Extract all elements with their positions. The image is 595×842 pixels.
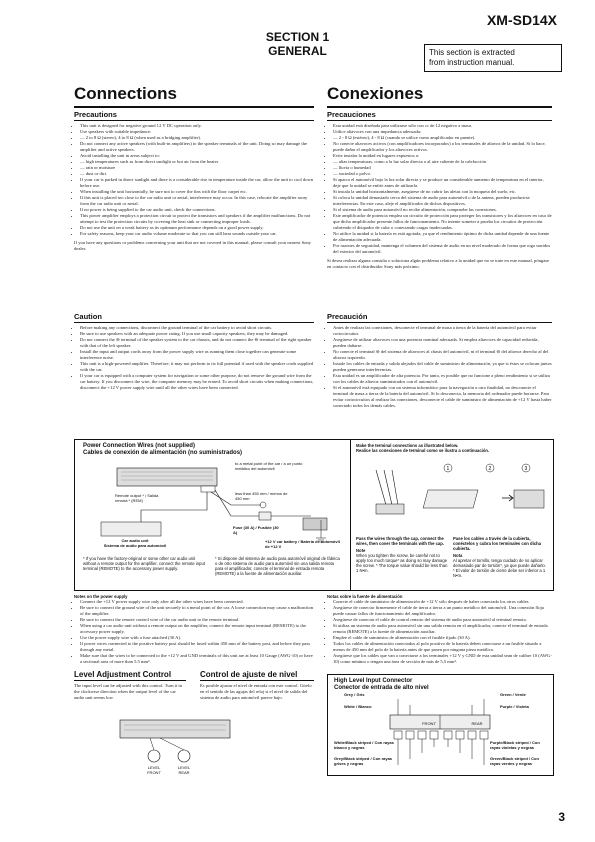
list-item: • Do not connect the ⊖ terminal of the speaker system to the car chassis, and do not connect the ⊖ terminal of the right speaker with that of the left speaker. bbox=[80, 337, 314, 349]
terminal-cover-icon bbox=[423, 490, 478, 508]
notes-en bbox=[74, 594, 314, 665]
covered-terminal-icon bbox=[514, 490, 544, 508]
high-level-input-panel bbox=[327, 674, 554, 776]
list-item: • — dust or dirt. bbox=[80, 171, 314, 177]
hli-title-en: High Level Input Connector bbox=[334, 678, 413, 684]
list-item: • Por razones de seguridad, mantenga el volumen del sistema de audio en un nivel moderado de forma que oiga sonidos del exterior del automóvil. bbox=[333, 243, 552, 255]
leader-line bbox=[160, 738, 184, 750]
label-car-audio-unit bbox=[95, 539, 175, 548]
list-item: • Esta unidad está diseñada para utilizarse sólo con cc de 12 negativo a masa. bbox=[333, 123, 552, 129]
list-item: • When installing the unit horizontally, be sure not to cover the fins with the floor carpet etc. bbox=[80, 189, 314, 195]
terminal-title-block bbox=[356, 443, 546, 453]
list-item: • Utilice altavoces con una impedancia adecuada: bbox=[333, 129, 552, 135]
connector-pin bbox=[430, 731, 438, 739]
note-label-en: Note bbox=[356, 548, 366, 553]
car-audio-unit-en: Car audio unit bbox=[121, 538, 149, 543]
list-item: • Asegúrese de utilizar altavoces con una potencia nominal adecuada. Si emplea altavoces de capacidad reducida, pueden dañarse. bbox=[333, 337, 552, 349]
rear-wires bbox=[448, 739, 484, 765]
amplifier-top-view bbox=[120, 720, 230, 738]
level-front-knob-icon[interactable] bbox=[148, 750, 160, 762]
list-item: • Be sure to connect the ground wire of the unit securely to a metal point of the car. A loose connection may cause a malfunction of the amplifier. bbox=[80, 605, 314, 617]
list-item: • — altas temperaturas, como a la luz solar directa o al aire caliente de la calefacción bbox=[333, 159, 552, 165]
note-text-es: Al apretar el tornillo, tenga cuidado de no aplicar demasiado par de torsión*, ya que puede dañarlo. * El valor de torsión de cierre debe ser inferior a 1 N•m. bbox=[453, 558, 546, 578]
list-item: • Asegúrese de conectar firmemente el cable de tierra a tierra a un punto metálico del automóvil. Una conexión floja puede causar fallos de funcionamiento del amplificador. bbox=[333, 605, 552, 617]
power-connection-panel bbox=[74, 439, 554, 591]
leader-line bbox=[150, 738, 154, 750]
connector-pins bbox=[394, 731, 488, 739]
level-heading-en: Level Adjustment Control bbox=[74, 670, 172, 679]
list-item: • Evite instalar la unidad en lugares expuestos a: bbox=[333, 153, 552, 159]
caution-list-es bbox=[327, 325, 552, 409]
list-item: • This unit is a high-powered amplifier. Therefore, it may not perform to its full potential if used with the speaker cords supplied with the car. bbox=[80, 361, 314, 373]
label-battery: +12 V car battery / Batería de automóvil de +12 V bbox=[265, 539, 340, 549]
list-item: • Si el automóvil está equipado con un sistema informático para la navegación u otra finalidad, no desconecte el terminal de masa a tierra de la batería del automóvil. Si lo desconecta, la memoria del ordenador puede borrarse. Para evitar cortocircuitos al realizar las conexiones, desconecte el cable de suministro de alimentación de +12 V hasta haber conectado todos los demás cables. bbox=[333, 385, 552, 409]
note-label-es: Nota bbox=[453, 553, 463, 558]
note-text-en: When you tighten the screw, be careful not to apply too much torque* as doing so may damage the screw. * The torque value should be less than 1 N•m. bbox=[356, 553, 448, 573]
label-remote-output: Remote output * / Salida remota * (REM) bbox=[115, 493, 159, 503]
precautions-es bbox=[327, 110, 552, 271]
model-number: XM-SD14X bbox=[486, 12, 557, 28]
hli-green-black: Green/Black striped / Con rayas verdes y negras bbox=[490, 756, 539, 766]
step-block-en bbox=[356, 536, 448, 573]
wire-bundle-icon bbox=[376, 470, 398, 505]
list-item: • If power wires connected to the positive battery post should be fused within 450 mm of the battery post, and before they pass through any metal. bbox=[80, 641, 314, 653]
connections-title: Connections bbox=[74, 84, 177, 103]
hli-purple-black: Purple/Black striped / Con rayas violetas y negras bbox=[490, 740, 540, 750]
connector-pin bbox=[480, 731, 488, 739]
list-item: • Be sure to use speakers with an adequate power rating. If you use small capacity speakers, they may be damaged. bbox=[80, 331, 314, 337]
list-item: • — suciedad o polvo. bbox=[333, 171, 552, 177]
terminal-block bbox=[201, 486, 215, 492]
hli-white-black: White/Black striped / Con rayas blanco y negras bbox=[334, 740, 394, 750]
caution-heading-es: Precaución bbox=[327, 312, 368, 321]
precautions-body-en bbox=[74, 123, 314, 252]
level-front-label: LEVEL FRONT bbox=[147, 765, 161, 775]
caution-list-en bbox=[74, 325, 314, 391]
rule bbox=[74, 680, 186, 681]
list-item: • Use speakers with suitable impedance: bbox=[80, 129, 314, 135]
notes-list-en bbox=[74, 599, 314, 665]
list-item: • Do not use the unit on a weak battery as its optimum performance depends on a good power supply. bbox=[80, 225, 314, 231]
level-es bbox=[200, 670, 314, 701]
hli-front-label: FRONT bbox=[422, 721, 436, 726]
terminal-title-es: Realice las conexiones de terminal como se ilustra a continuación. bbox=[356, 448, 490, 453]
precautions-heading-es: Precauciones bbox=[327, 110, 376, 119]
caution-body-es bbox=[327, 325, 552, 409]
rule bbox=[200, 680, 314, 681]
hli-grey: Grey / Gris bbox=[344, 692, 365, 697]
precautions-list-es bbox=[327, 123, 552, 255]
label-fuse: Fuse (30 A) / Fusible (30 A) bbox=[233, 525, 279, 535]
top-wires bbox=[398, 699, 484, 715]
list-item: • Si el sistema de audio para automóvil no recibe alimentación, compruebe las conexiones. bbox=[333, 207, 552, 213]
list-item: • For safety reasons, keep your car audio volume moderate so that you can still hear sounds outside your car. bbox=[80, 231, 314, 237]
step-block-es bbox=[453, 536, 547, 578]
hli-grey-black: Grey/Black striped / Con rayas grises y negras bbox=[334, 756, 393, 766]
step-number-3: 3 bbox=[524, 466, 528, 472]
list-item: • Todos los cables de alimentación conectados al polo positivo de la batería deben conectarse a un fusible situado a menos de 450 mm del polo de la batería antes de que pasen por ninguna pieza metálica. bbox=[333, 641, 552, 653]
list-item: • Install the input and output cords away from the power supply wire as running them close together can generate some interference noise. bbox=[80, 349, 314, 361]
terminal-title-en: Make the terminal connections as illustrated below. bbox=[356, 443, 459, 448]
notes-body-en bbox=[74, 599, 314, 665]
precautions-footer-es: Si desea realizar alguna consulta o soluciona algún problema relativo a la unidad que no se trate en este manual, póngase en contacto con el distribuidor Sony más próximo. bbox=[327, 258, 550, 269]
power-title-block bbox=[83, 443, 343, 457]
label-metal-point: to a metal point of the car / a un punto metálico del automóvil bbox=[235, 461, 303, 471]
connector-pin bbox=[444, 731, 452, 739]
list-item: • This unit is designed for negative ground 12 V DC operation only. bbox=[80, 123, 314, 129]
caution-en bbox=[74, 312, 314, 391]
list-item: • No utilice la unidad si la batería es está agotada, ya que el rendimiento óptimo de dicha unidad depende de una fuente de alimentación adecuada. bbox=[333, 231, 552, 243]
precautions-body-es bbox=[327, 123, 552, 270]
notes-body-es bbox=[327, 599, 552, 665]
hli-purple: Purple / Violeta bbox=[500, 704, 529, 709]
list-item: • If this unit is placed too close to the car radio unit or aerial, interference may occur. In this case, relocate the amplifier away from the car radio unit or aerial. bbox=[80, 195, 314, 207]
list-item: • Connect the +12 V power supply wire only after all the other wires have been connected. bbox=[80, 599, 314, 605]
hli-connector-diagram bbox=[386, 695, 496, 771]
hli-title-es: Conector de entrada de alto nivel bbox=[334, 685, 429, 691]
connector-pin bbox=[418, 731, 426, 739]
list-item: • — 2 to 8 Ω (stereo), 4 to 8 Ω (when used as a bridging amplifier). bbox=[80, 135, 314, 141]
list-item: • Be sure to connect the remote control wire of the car audio unit to the remote terminal. bbox=[80, 617, 314, 623]
list-item: • — 2 - 8 Ω (estéreo), 4 - 8 Ω (cuando se utilice como amplificador en puente). bbox=[333, 135, 552, 141]
precautions-list-en bbox=[74, 123, 314, 237]
hli-rear-label: REAR bbox=[471, 721, 483, 726]
step-text-es: Pase los cables a través de la cubierta, conéctelos y cubra los terminales con dicha cubierta. bbox=[453, 536, 541, 551]
list-item: • When using a car audio unit without a remote output on the amplifier, connect the remote input terminal (REMOTE) to the accessory power supply. bbox=[80, 623, 314, 635]
title-rule-right bbox=[327, 106, 552, 108]
footnote-es: * Si dispone del sistema de audio para automóvil original de fábrica o de otro sistema de audio para automóvil sin una salida remota para el amplificador, conecte el terminal de entrada remota (REMOTE) a la fuente de alimentación auxiliar. bbox=[215, 556, 340, 576]
connector-pin bbox=[394, 731, 402, 739]
list-item: • Make sure that the wires to be connected to the +12 V and GND terminals of this unit are at least 10 Gauge (AWG-10) or have a sectional area of more than 5.5 mm². bbox=[80, 653, 314, 665]
car-audio-unit-icon bbox=[101, 522, 161, 536]
power-title-es: Cables de conexión de alimentación (no suministrados) bbox=[83, 450, 243, 456]
level-rear-label: LEVEL REAR bbox=[177, 765, 191, 775]
list-item: • Before making any connections, disconnect the ground terminal of the car battery to avoid short circuits. bbox=[80, 325, 314, 331]
title-rule-left bbox=[74, 106, 314, 108]
level-heading-es: Control de ajuste de nivel bbox=[200, 670, 298, 679]
footnote-en: * If you have the factory-original or some other car audio unit without a remote output for the amplifier, connect the remote input terminal (REMOTE) to the accessory power supply. bbox=[83, 556, 205, 571]
notes-heading-es: Notas sobre la fuente de alimentación bbox=[327, 594, 403, 599]
list-item: • No conecte el terminal ⊖ del sistema de altavoces al chasis del automóvil, ni el terminal ⊖ del altavoz derecho al del altavoz izquierdo. bbox=[333, 349, 552, 361]
caution-es bbox=[327, 312, 552, 409]
list-item: • — rain or moisture bbox=[80, 165, 314, 171]
fuse-icon bbox=[259, 512, 271, 520]
list-item: • Si aparca el automóvil bajo la luz solar directa y se produce un considerable aumento de temperatura en el interior, deje que la unidad se enfríe antes de utilizarla. bbox=[333, 177, 552, 189]
list-item: • Este amplificador de potencia emplea un circuito de protección para proteger los transistores y los altavoces en caso de que dicho amplificador presente fallos de funcionamiento. No intente someter a prueba los circuitos de protección cubriendo el disipador de calor o conectando cargas inadecuadas. bbox=[333, 213, 552, 231]
list-item: • No conecte altavoces activos (con amplificadores incorporados) a los terminales de altavoz de la unidad. Si lo hace, puede dañar el amplificador y los altavoces activos. bbox=[333, 141, 552, 153]
list-item: • Si instala la unidad horizontalmente, asegúrese de no cubrir las aletas con la moqueta del suelo, etc. bbox=[333, 189, 552, 195]
precautions-heading-en: Precautions bbox=[74, 110, 117, 119]
notes-heading-en: Notes on the power supply bbox=[74, 594, 128, 599]
list-item: • Asegúrese que los cables que van a conectarse a los terminales +12 V y GND de esta unidad sean de calibre 10 (AWG-10) como mínimo o tengan una área de sección de más de 5,5 mm². bbox=[333, 653, 552, 665]
rule bbox=[74, 120, 314, 121]
cap-icon bbox=[376, 504, 404, 514]
step-number-2: 2 bbox=[488, 466, 492, 472]
hli-title-block bbox=[334, 678, 429, 692]
level-rear-knob-icon[interactable] bbox=[178, 750, 190, 762]
precautions-footer-en: If you have any questions or problems concerning your unit that are not covered in this manual, please consult your nearest Sony dealer. bbox=[74, 240, 312, 251]
caution-heading-en: Caution bbox=[74, 312, 102, 321]
rule bbox=[327, 322, 552, 323]
connector-pin bbox=[468, 731, 476, 739]
list-item: • Avoid installing the unit in areas subject to: bbox=[80, 153, 314, 159]
car-audio-unit-es: Sistema de audio para automóvil bbox=[103, 542, 167, 548]
extract-notice bbox=[424, 44, 562, 72]
hli-white: White / Blanco bbox=[344, 704, 372, 709]
label-less-than: less than 450 mm / menos de 450 mm bbox=[235, 491, 288, 501]
amplifier-body bbox=[117, 468, 217, 486]
front-wires bbox=[398, 739, 434, 765]
list-item: • Emplee el cable de suministro de alimentación con el fusible fijado (30 A). bbox=[333, 635, 552, 641]
conexiones-title: Conexiones bbox=[327, 84, 424, 103]
rule bbox=[327, 120, 552, 121]
list-item: • Esta unidad es un amplificador de alta potencia. Por tanto, es posible que no funcione a pleno rendimiento si se utiliza con los cables de altavoz suministrados con el automóvil. bbox=[333, 373, 552, 385]
list-item: • This power amplifier employs a protection circuit to protect the transistors and speakers if the amplifier malfunctions. Do not attempt to test the protection circuits by covering the heat sink or connecting improper loads. bbox=[80, 213, 314, 225]
page-number: 3 bbox=[558, 810, 565, 824]
rule bbox=[74, 322, 314, 323]
step-text-en: Pass the wires through the cap, connect the wires, then cover the terminals with the cap. bbox=[356, 536, 444, 546]
level-text-es: Es posible ajustar el nivel de entrada con este control. Gírelo en el sentido de las agujas del reloj si el nivel de salida del sistema de audio para automóvil parece bajo. bbox=[200, 683, 312, 700]
section-title: GENERAL bbox=[268, 44, 327, 58]
caution-body-en bbox=[74, 325, 314, 391]
extract-line-2: from instruction manual. bbox=[429, 58, 515, 67]
notes-es bbox=[327, 594, 552, 665]
power-wiring-diagram bbox=[81, 460, 347, 550]
list-item: • Antes de realizar las conexiones, desconecte el terminal de masa a tierra de la batería del automóvil para evitar cortocircuitos. bbox=[333, 325, 552, 337]
section-number: SECTION 1 bbox=[265, 30, 330, 44]
list-item: • If your car is parked in direct sunlight and there is a considerable rise in temperature inside the car, allow the unit to cool down before use. bbox=[80, 177, 314, 189]
list-item: • Si coloca la unidad demasiado cerca del sistema de audio para automóvil o de la antena, pueden producirse interferencias. En este caso, aleje el amplificador de dichos dispositivos. bbox=[333, 195, 552, 207]
list-item: • Asegúrese de conectar el cable de control remoto del sistema de audio para automóvil al terminal remoto. bbox=[333, 617, 552, 623]
level-en bbox=[74, 670, 186, 701]
notes-list-es bbox=[327, 599, 552, 665]
level-text-en: The input level can be adjusted with this control. Turn it in the clockwise direction when the output level of the car audio unit seems low. bbox=[74, 683, 182, 700]
list-item: • Do not connect any active speakers (with built-in amplifiers) to the speaker terminals of the unit. Doing so may damage the amplifier and active speakers. bbox=[80, 141, 314, 153]
list-item: • Use the power supply wire with a fuse attached (30 A). bbox=[80, 635, 314, 641]
list-item: • Si utiliza un sistema de audio para automóvil sin una salida remota en el amplificador, conecte el terminal de entrada remota (REMOTE) a la fuente de alimentación auxiliar. bbox=[333, 623, 552, 635]
terminal-steps-diagram bbox=[356, 460, 548, 532]
list-item: • If no power is being supplied to the car audio unit, check the connections. bbox=[80, 207, 314, 213]
step-number-1: 1 bbox=[446, 466, 450, 472]
list-item: • If your car is equipped with a computer system for navigation or some other purpose, do not remove the ground wire from the car battery. If you disconnect the wire, the computer memory may be erased. To avoid short circuits when making connections, disconnect the +12 V power supply wire until all the other wires have been connected. bbox=[80, 373, 314, 391]
precautions-en bbox=[74, 110, 314, 253]
list-item: • — high temperatures such as from direct sunlight or hot air from the heater bbox=[80, 159, 314, 165]
list-item: • — lluvia o humedad bbox=[333, 165, 552, 171]
connector-pin bbox=[406, 731, 414, 739]
hli-green: Green / Verde bbox=[500, 692, 526, 697]
extract-line-1: This section is extracted bbox=[429, 48, 515, 57]
panel-divider bbox=[350, 440, 351, 590]
connector-pin bbox=[456, 731, 464, 739]
battery-icon bbox=[303, 518, 327, 530]
list-item: • Conecte el cable de suministro de alimentación de +12 V sólo después de haber conectado los otros cables. bbox=[333, 599, 552, 605]
power-title-en: Power Connection Wires (not supplied) bbox=[83, 443, 195, 449]
list-item: • Instale los cables de entrada y salida alejados del cable de suministro de alimentación, ya que si éstos se colocan juntos pueden generarse interferencias. bbox=[333, 361, 552, 373]
